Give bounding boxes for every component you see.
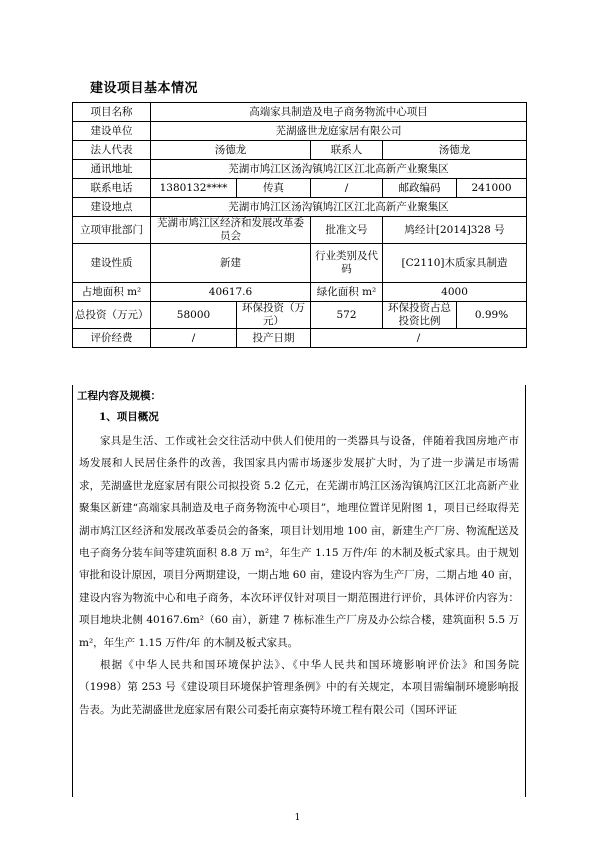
fax-value: /	[311, 179, 383, 198]
industry-label: 行业类别及代码	[311, 244, 383, 283]
table-row	[73, 179, 527, 198]
location-value: 芜湖市鸠江区汤沟镇鸠江区江北高新产业聚集区	[151, 198, 527, 217]
location-label: 建设地点	[73, 198, 151, 217]
nature-label: 建设性质	[73, 244, 151, 283]
total-invest-label: 总投资（万元）	[73, 302, 151, 329]
section-title: 工程内容及规模：	[77, 390, 161, 402]
eval-cost-value: /	[151, 329, 237, 348]
legal-rep-label: 法人代表	[73, 141, 151, 160]
paragraph: 家具是生活、工作或社会交往活动中供人们使用的一类器具与设备，伴随着我国房地产市场发展和人民居住条件的改善，我国家具内需市场逐步发展扩大时，为了进一步满足市场需求，芜湖盛世龙庭家居有限公司拟投资 5.2 亿元，在芜湖市鸠江区汤沟镇鸠江区江北高新产业聚集区新建“高端家具制造及电子商务物流中心项目”，地理位置详见附图 1，项目已经取得芜湖市鸠江区经济和发展改革委员会的备案，项目计划用地 100 亩，新建生产厂房、物流配送及电子商务分装车间等建筑面积 8.8 万 m²，年生产 1.15 万件/年 的木制及板式家具。由于规划审批和设计原因，项目分两期建设，一期占地 60 亩，建设内容为生产厂房，二期占地 40 亩，建设内容为物流中心和电子商务，本次环评仅针对项目一期范围进行评价，具体评价内容为：项目地块北侧 40167.6m²（60 亩），新建 7 栋标准生产厂房及办公综合楼，建筑面积 5.5 万 m²，年生产 1.15 万件/年 的木制及板式家具。	[79, 435, 519, 649]
postcode-label: 邮政编码	[383, 179, 457, 198]
table-row	[73, 103, 527, 122]
env-ratio-label: 环保投资占总投资比例	[383, 302, 457, 329]
basic-info-table	[72, 102, 527, 348]
contact-label: 联系人	[311, 141, 383, 160]
land-area-value: 40617.6	[151, 283, 311, 302]
paragraph: 根据《中华人民共和国环境保护法》、《中华人民共和国环境影响评价法》和国务院（1998）第 253 号《建设项目环境保护管理条例》中的有关规定，本项目需编制环境影响报告表。为此芜湖盛世龙庭家居有限公司委托南京赛特环境工程有限公司（国环评证	[79, 659, 519, 716]
project-name-value: 高端家具制造及电子商务物流中心项目	[151, 103, 527, 122]
phone-label: 联系电话	[73, 179, 151, 198]
green-area-value: 4000	[383, 283, 527, 302]
table-row	[73, 198, 527, 217]
page-number: 1	[294, 813, 301, 823]
env-invest-label: 环保投资（万元）	[237, 302, 311, 329]
green-area-label: 绿化面积 m²	[311, 283, 383, 302]
project-content-section	[72, 385, 526, 797]
subsection-title: 1、项目概况	[99, 411, 159, 423]
start-date-value: /	[311, 329, 527, 348]
env-invest-value: 572	[311, 302, 383, 329]
project-name-label: 项目名称	[73, 103, 151, 122]
table-row	[73, 141, 527, 160]
legal-rep-value: 汤德龙	[151, 141, 311, 160]
builder-value: 芜湖盛世龙庭家居有限公司	[151, 122, 527, 141]
eval-cost-label: 评价经费	[73, 329, 151, 348]
approval-dept-label: 立项审批部门	[73, 217, 151, 244]
address-value: 芜湖市鸠江区汤沟镇鸠江区江北高新产业聚集区	[151, 160, 527, 179]
land-area-label: 占地面积 m²	[73, 283, 151, 302]
body-text	[79, 430, 519, 721]
env-ratio-value: 0.99%	[457, 302, 527, 329]
approval-no-label: 批准文号	[311, 217, 383, 244]
table-row	[73, 160, 527, 179]
table-row	[73, 329, 527, 348]
builder-label: 建设单位	[73, 122, 151, 141]
table-row	[73, 283, 527, 302]
approval-no-value: 鸠经计[2014]328 号	[383, 217, 527, 244]
phone-value: 1380132****	[151, 179, 237, 198]
total-invest-value: 58000	[151, 302, 237, 329]
table-row	[73, 217, 527, 244]
industry-value: [C2110]木质家具制造	[383, 244, 527, 283]
address-label: 通讯地址	[73, 160, 151, 179]
table-row	[73, 122, 527, 141]
page-title: 建设项目基本情况	[90, 81, 199, 96]
approval-dept-value: 芜湖市鸠江区经济和发展改革委员会	[151, 217, 311, 244]
postcode-value: 241000	[457, 179, 527, 198]
table-row	[73, 244, 527, 283]
start-date-label: 投产日期	[237, 329, 311, 348]
fax-label: 传真	[237, 179, 311, 198]
nature-value: 新建	[151, 244, 311, 283]
contact-value: 汤德龙	[383, 141, 527, 160]
table-row	[73, 302, 527, 329]
